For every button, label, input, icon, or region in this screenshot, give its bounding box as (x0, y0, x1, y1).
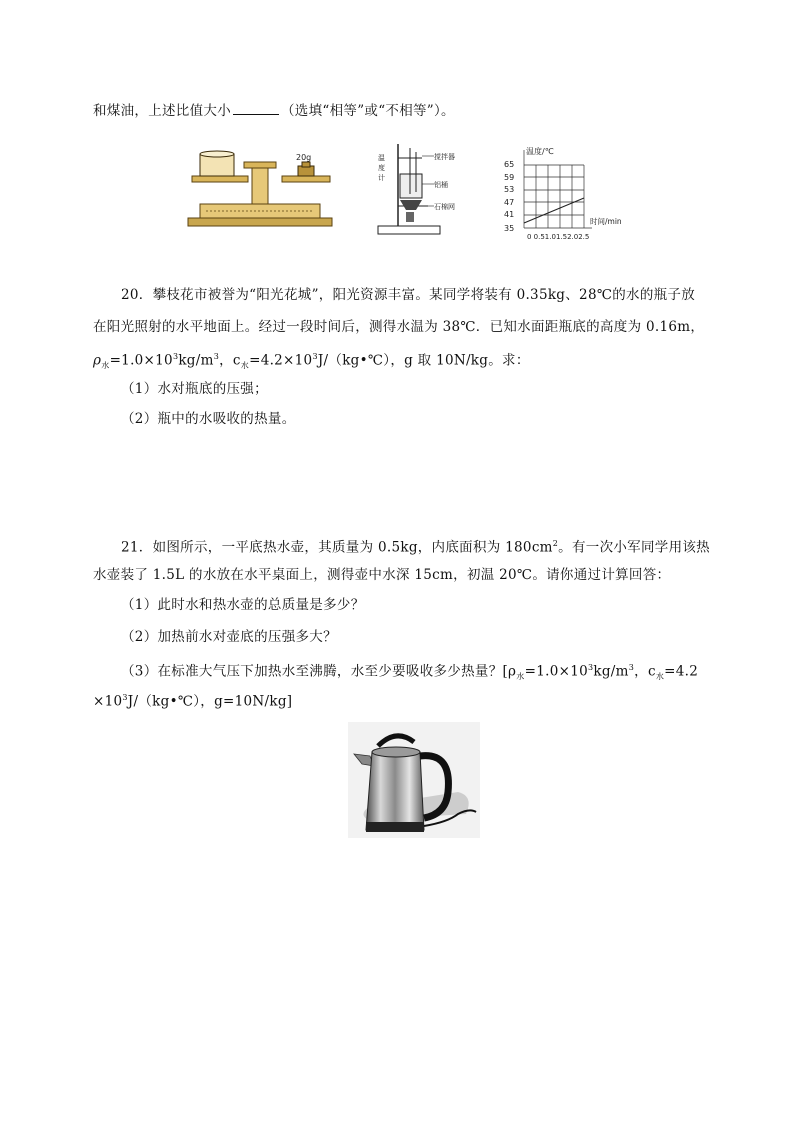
q21-sub-2: （2）加热前水对壶底的压强多大？ (121, 629, 337, 645)
q21-line-2: 水壶装了 1.5L 的水放在水平桌面上，测得壶中水深 15cm，初温 20℃。请你通过计算回答： (93, 567, 671, 583)
q21-rho-unit: kg/m (593, 663, 629, 680)
q21-line-1 (121, 534, 710, 558)
y-tick-41: 41 (504, 210, 515, 219)
q20-sub-1: （1）水对瓶底的压强； (121, 381, 268, 397)
q21-c-unit-tail: J/（kg•℃），g=10N/kg] (127, 693, 293, 710)
stirrer-label: 搅拌器 (434, 153, 455, 161)
q21-rho-value: =1.0×10 (524, 663, 588, 680)
y-tick-47: 47 (504, 198, 515, 207)
rho-unit: kg/m (178, 352, 214, 369)
weight-label: 20g (296, 153, 312, 162)
heating-apparatus-figure (376, 138, 472, 238)
kettle-image (348, 722, 480, 838)
thermometer-char-1: 温 (378, 154, 385, 162)
thermometer-char-2: 度 (378, 164, 385, 172)
q21-c-value: =4.2 (664, 663, 699, 680)
q21-c-symbol: ，c (634, 663, 656, 680)
q20-sub-2: （2）瓶中的水吸收的热量。 (121, 411, 296, 427)
q21-line-1-tail: 。有一次小军同学用该热 (558, 539, 710, 556)
rho-unit-exponent: 3 (213, 352, 220, 361)
q21-c-subscript: 水 (655, 672, 665, 682)
graph-xlabel: 时间/min (590, 217, 622, 226)
bucket-label: 铝桶 (434, 181, 448, 189)
rho-exponent: 3 (172, 352, 179, 361)
q21-c-exponent: 3 (122, 693, 128, 702)
rho-value: =1.0×10 (109, 352, 173, 369)
q21-line-1-text: 21．如图所示，一平底热水壶，其质量为 0.5kg，内底面积为 180cm (121, 539, 553, 556)
q21-sub-3 (121, 658, 698, 687)
area-exponent: 2 (552, 539, 559, 548)
q21-rho-subscript: 水 (516, 672, 525, 682)
q20-line-3 (93, 347, 530, 376)
y-tick-65: 65 (504, 160, 515, 169)
y-tick-35: 35 (504, 224, 515, 233)
q21-sub-1: （1）此时水和热水壶的总质量是多少？ (121, 597, 365, 613)
graph-ylabel: 温度/℃ (526, 147, 554, 156)
q21-sub-3-text: （3）在标准大气压下加热水至沸腾，水至少要吸收多少热量？[ρ (121, 663, 517, 680)
rho-symbol: ρ (93, 352, 102, 369)
q21-rho-unit-exponent: 3 (628, 663, 635, 672)
q21-line-last (93, 688, 292, 712)
y-tick-53: 53 (504, 185, 515, 194)
c-value: =4.2×10 (249, 352, 313, 369)
rho-subscript: 水 (101, 361, 110, 371)
q19-tail-line (93, 100, 455, 121)
q21-c-mantissa: ×10 (93, 693, 123, 710)
answer-blank[interactable] (233, 100, 279, 115)
q19-tail-text: 和煤油，上述比值大小 (93, 103, 231, 119)
gauze-label: 石棉网 (434, 203, 455, 211)
y-tick-59: 59 (504, 173, 515, 182)
thermometer-char-3: 计 (378, 174, 385, 182)
x-ticks: 0 0.51.01.52.02.5 (527, 233, 590, 241)
q20-line-2: 在阳光照射的水平地面上。经过一段时间后，测得水温为 38℃．已知水面距瓶底的高度为 0.16m， (93, 319, 705, 335)
q21-rho-exponent: 3 (587, 663, 594, 672)
c-unit-tail: J/（kg•℃），g 取 10N/kg。求： (317, 352, 530, 369)
c-subscript: 水 (240, 361, 250, 371)
temperature-time-graph (500, 140, 670, 242)
c-symbol: ，c (219, 352, 241, 369)
c-exponent: 3 (312, 352, 318, 361)
q19-choice-text: （选填“相等”或“不相等”）。 (281, 103, 455, 119)
q20-line-1: 20．攀枝花市被誉为“阳光花城”，阳光资源丰富。某同学将装有 0.35kg、28℃的水的瓶子放 (121, 287, 696, 303)
balance-scale-figure (186, 148, 334, 234)
